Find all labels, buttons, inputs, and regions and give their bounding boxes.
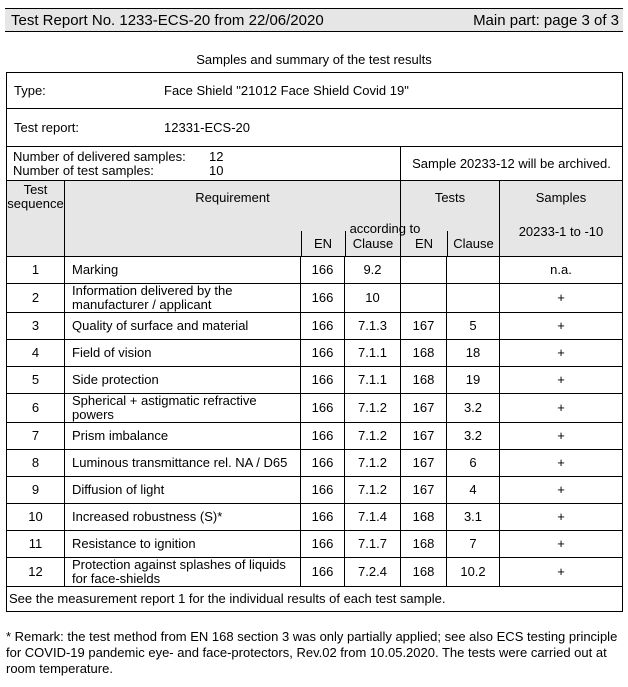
report-header — [5, 8, 623, 32]
clause-cell: 7.1.7 — [345, 531, 401, 558]
clause-cell: 7.1.2 — [345, 450, 401, 477]
test-en-cell: 168 — [401, 367, 447, 394]
en-cell: 166 — [301, 558, 345, 587]
remark-note: * Remark: the test method from EN 168 section 3 was only partially applied; see also ECS testing principle for COVID-19 pandemic eye- and face-protectors, Rev.02 from 10.05.2020. The tests were carried out at room temperature. — [6, 629, 618, 676]
test-clause-cell: 10.2 — [447, 558, 500, 587]
test-en-cell: 167 — [401, 394, 447, 423]
test-en-cell — [401, 257, 447, 284]
clause-cell: 7.1.2 — [345, 477, 401, 504]
samples-range: 20233-1 to -10 — [518, 224, 604, 239]
type-label: Type: — [14, 82, 46, 98]
footer-row — [7, 587, 623, 612]
test-clause-cell — [447, 284, 500, 313]
clause-cell: 7.1.3 — [345, 313, 401, 340]
report-label: Test report: — [14, 119, 80, 135]
test-en-cell: 167 — [401, 450, 447, 477]
en-cell: 166 — [301, 504, 345, 531]
sequence-cell: 10 — [7, 504, 65, 531]
sequence-cell: 8 — [7, 450, 65, 477]
sequence-cell: 11 — [7, 531, 65, 558]
table-row — [7, 423, 623, 450]
sequence-cell: 4 — [7, 340, 65, 367]
result-cell: + — [500, 394, 623, 423]
sequence-header: Test sequence — [7, 182, 64, 211]
requirement-cell: Diffusion of light — [65, 477, 301, 504]
report-row — [7, 109, 623, 147]
report-number: Test Report No. 1233-ECS-20 from 22/06/2020 — [11, 12, 324, 29]
clause-cell: 9.2 — [345, 257, 401, 284]
en-cell: 166 — [301, 394, 345, 423]
report-value: 12331-ECS-20 — [164, 119, 250, 135]
test-clause-cell: 3.2 — [447, 394, 500, 423]
requirement-cell: Increased robustness (S)* — [65, 504, 301, 531]
archive-note: Sample 20233-12 will be archived. — [401, 147, 623, 181]
en-cell: 166 — [301, 340, 345, 367]
en-cell: 166 — [301, 477, 345, 504]
test-clause-cell: 5 — [447, 313, 500, 340]
en-cell: 166 — [301, 257, 345, 284]
results-table — [6, 72, 623, 612]
test-clause-cell: 18 — [447, 340, 500, 367]
type-row — [7, 73, 623, 109]
result-cell: + — [500, 450, 623, 477]
table-row — [7, 257, 623, 284]
tested-value: 10 — [209, 162, 224, 178]
sequence-cell: 5 — [7, 367, 65, 394]
test-en-cell: 167 — [401, 423, 447, 450]
test-en-header: EN — [414, 236, 434, 251]
result-cell: + — [500, 531, 623, 558]
sequence-cell: 6 — [7, 394, 65, 423]
result-cell: + — [500, 477, 623, 504]
tested-label: Number of test samples: — [13, 162, 154, 178]
test-en-cell: 167 — [401, 313, 447, 340]
clause-cell: 7.1.2 — [345, 394, 401, 423]
type-value: Face Shield "21012 Face Shield Covid 19" — [164, 82, 409, 98]
table-row — [7, 450, 623, 477]
en-header: EN — [313, 236, 333, 251]
requirement-cell: Prism imbalance — [65, 423, 301, 450]
test-clause-cell — [447, 257, 500, 284]
result-cell: + — [500, 423, 623, 450]
en-cell: 166 — [301, 284, 345, 313]
test-clause-cell: 4 — [447, 477, 500, 504]
requirement-cell: Marking — [65, 257, 301, 284]
result-cell: + — [500, 313, 623, 340]
requirement-cell: Information delivered by the manufacturer / applicant — [65, 284, 301, 313]
en-cell: 166 — [301, 367, 345, 394]
requirement-cell: Side protection — [65, 367, 301, 394]
requirement-header: Requirement — [195, 190, 270, 205]
samples-header: Samples — [535, 190, 587, 205]
test-clause-cell: 19 — [447, 367, 500, 394]
sequence-cell: 1 — [7, 257, 65, 284]
test-en-cell — [401, 284, 447, 313]
test-en-cell: 168 — [401, 531, 447, 558]
table-row — [7, 367, 623, 394]
clause-cell: 7.1.2 — [345, 423, 401, 450]
delivered-label: Number of delivered samples: — [13, 148, 186, 164]
test-en-cell: 168 — [401, 504, 447, 531]
table-row — [7, 504, 623, 531]
delivered-value: 12 — [209, 148, 224, 164]
requirement-cell: Protection against splashes of liquids for face-shields — [65, 558, 301, 587]
sequence-cell: 2 — [7, 284, 65, 313]
en-cell: 166 — [301, 531, 345, 558]
requirement-cell: Quality of surface and material — [65, 313, 301, 340]
clause-cell: 10 — [345, 284, 401, 313]
sequence-cell: 12 — [7, 558, 65, 587]
test-en-cell: 168 — [401, 558, 447, 587]
samples-row — [7, 147, 623, 181]
result-cell: + — [500, 284, 623, 313]
requirement-cell: Luminous transmittance rel. NA / D65 — [65, 450, 301, 477]
test-clause-cell: 3.2 — [447, 423, 500, 450]
test-en-cell: 168 — [401, 340, 447, 367]
test-clause-cell: 7 — [447, 531, 500, 558]
test-en-cell: 167 — [401, 477, 447, 504]
page-indicator: Main part: page 3 of 3 — [473, 12, 619, 29]
clause-cell: 7.1.1 — [345, 340, 401, 367]
table-row — [7, 340, 623, 367]
table-caption: Samples and summary of the test results — [196, 52, 432, 67]
sequence-cell: 9 — [7, 477, 65, 504]
requirement-cell: Resistance to ignition — [65, 531, 301, 558]
clause-header: Clause — [352, 236, 394, 251]
requirement-cell: Spherical + astigmatic refractive powers — [65, 394, 301, 423]
en-cell: 166 — [301, 423, 345, 450]
requirement-cell: Field of vision — [65, 340, 301, 367]
clause-cell: 7.2.4 — [345, 558, 401, 587]
en-cell: 166 — [301, 450, 345, 477]
table-row — [7, 477, 623, 504]
column-header-row — [7, 181, 623, 257]
result-cell: + — [500, 367, 623, 394]
table-row — [7, 558, 623, 587]
measurement-report-note: See the measurement report 1 for the individual results of each test sample. — [7, 587, 623, 612]
result-cell: n.a. — [500, 257, 623, 284]
table-row — [7, 394, 623, 423]
table-row — [7, 531, 623, 558]
result-cell: + — [500, 504, 623, 531]
tests-header: Tests — [434, 190, 466, 205]
according-to-label: according to — [349, 221, 421, 236]
table-row — [7, 284, 623, 313]
clause-cell: 7.1.4 — [345, 504, 401, 531]
test-clause-header: Clause — [453, 236, 494, 251]
result-cell: + — [500, 558, 623, 587]
en-cell: 166 — [301, 313, 345, 340]
test-clause-cell: 6 — [447, 450, 500, 477]
result-cell: + — [500, 340, 623, 367]
table-row — [7, 313, 623, 340]
test-clause-cell: 3.1 — [447, 504, 500, 531]
sequence-cell: 3 — [7, 313, 65, 340]
sequence-cell: 7 — [7, 423, 65, 450]
clause-cell: 7.1.1 — [345, 367, 401, 394]
